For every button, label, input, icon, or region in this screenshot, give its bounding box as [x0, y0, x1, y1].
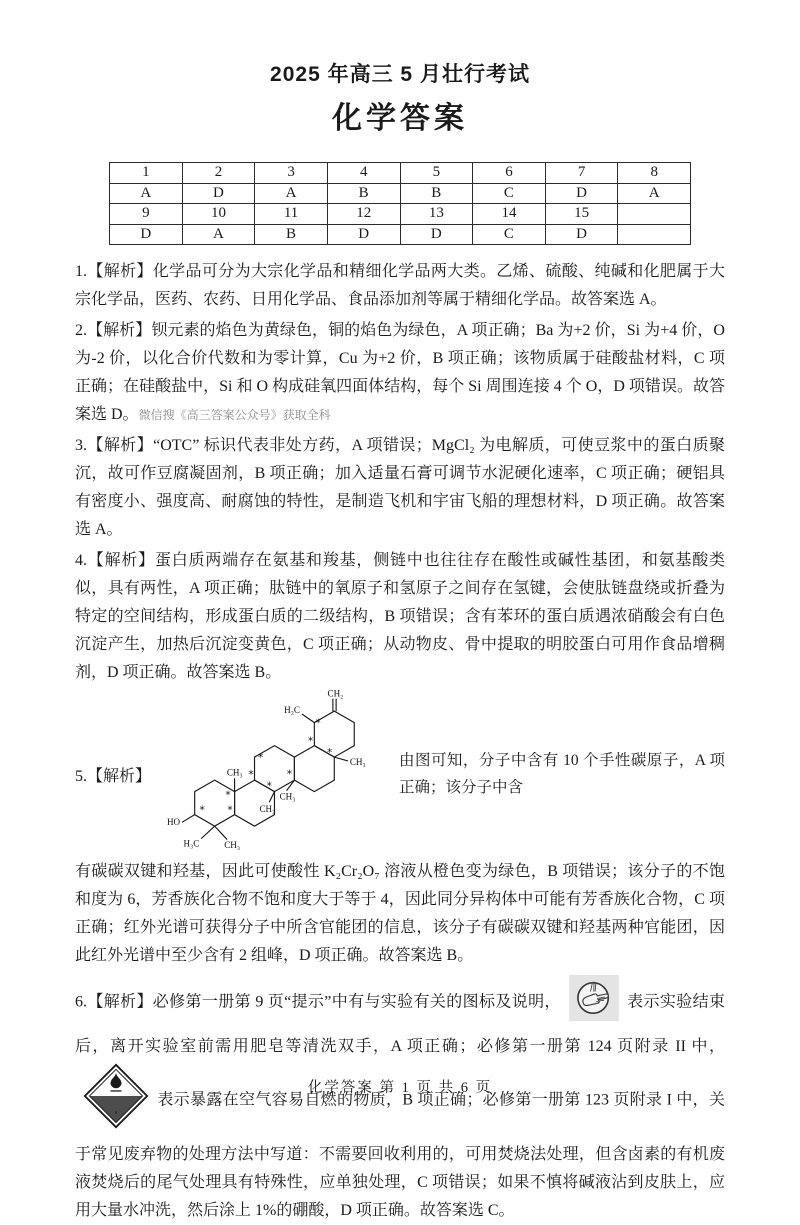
answer-cell: A: [110, 183, 183, 204]
answer-cell: C: [473, 183, 546, 204]
answer-cell: 6: [473, 163, 546, 184]
chiral-asterisk: *: [199, 804, 205, 817]
atom-label-ch2: CH₂: [327, 690, 344, 699]
spontaneously-combustible-hazard-icon: [83, 1063, 149, 1139]
answer-cell: [618, 204, 691, 225]
answer-cell: 7: [545, 163, 618, 184]
subject-title: 化学答案: [332, 102, 468, 135]
table-row: [110, 183, 691, 204]
page-footer: 化学答案 第 1 页 共 6 页: [307, 1080, 493, 1096]
solution-q3: 3.【解析】“OTC” 标识代表非处方药，A 项错误；MgCl₂ 为电解质，可使豆浆中的蛋白质聚沉，故可作豆腐凝固剂，B 项正确；加入适量石膏可调节水泥硬化速率，C 项正确；硬铝具有密度小、强度高、耐腐蚀的特性，是制造飞机和宇宙飞船的理想材料，D 项正确。故答案选 A。: [75, 437, 725, 538]
table-row: [110, 163, 691, 184]
answer-cell: 2: [182, 163, 255, 184]
answer-cell: D: [110, 224, 183, 245]
answer-cell: D: [182, 183, 255, 204]
chiral-asterisk: *: [327, 747, 333, 760]
chiral-asterisk: *: [227, 804, 233, 817]
answer-cell: B: [327, 183, 400, 204]
answer-cell: 14: [473, 204, 546, 225]
answer-cell: 9: [110, 204, 183, 225]
atom-label-ch3-gem: CH₃: [224, 840, 241, 851]
solution-q5-figure-row: [75, 690, 725, 858]
answer-cell: 12: [327, 204, 400, 225]
atom-label-ch3-de: CH₃: [349, 756, 366, 767]
solution-q2: [75, 317, 725, 429]
chiral-asterisk: *: [225, 789, 231, 802]
atom-label-ch3-ab: CH₃: [226, 767, 243, 778]
atom-label-h3c-gem: H₃C: [183, 838, 200, 849]
chiral-asterisk: *: [307, 735, 314, 748]
answer-cell: 4: [327, 163, 400, 184]
answer-cell: 15: [545, 204, 618, 225]
chiral-asterisk: *: [315, 717, 321, 730]
answer-cell: B: [400, 183, 473, 204]
atom-label-ch3-mid-upper: CH₃: [279, 791, 296, 802]
chiral-asterisk: *: [286, 768, 293, 781]
answer-cell: 8: [618, 163, 691, 184]
atom-label-h3c-top: H₃C: [284, 705, 300, 716]
triterpene-structure-diagram: [155, 690, 397, 853]
solution-q5-continued: 有碳碳双键和羟基，因此可使酸性 K₂Cr₂O₇ 溶液从橙色变为绿色，B 项错误；该分子的不饱和度为 6，芳香族化合物不饱和度大于等于 4，因此同分异构体中可能有芳香族化合物，C 项正确；红外光谱可获得分子中所含官能团的信息，该分子有碳碳双键和羟基两种官能团，因此红外光谱中至少含有 2 组峰，D 项正确。故答案选 B。: [75, 863, 725, 964]
solution-q6: [75, 973, 725, 1225]
solution-q4: 4.【解析】蛋白质两端存在氨基和羧基，侧链中也往往存在酸性或碱性基团，和氨基酸类似，具有两性，A 项正确；肽链中的氧原子和氢原子之间存在氢键，会使肽链盘绕或折叠为特定的空间结构，形成蛋白质的二级结构，B 项错误；含有苯环的蛋白质遇浓硝酸会有白色沉淀产生，加热后沉淀变黄色，C 项正确；从动物皮、骨中提取的明胶蛋白可用作食品增稠剂，D 项正确。故答案选 B。: [75, 552, 725, 681]
answer-cell: D: [545, 183, 618, 204]
solution-q5-label: 5.【解析】: [75, 767, 152, 785]
exam-title: 2025 年高三 5 月壮行考试: [270, 63, 530, 86]
answer-cell: 11: [255, 204, 328, 225]
answer-cell: 10: [182, 204, 255, 225]
chiral-asterisk: *: [266, 780, 272, 793]
wash-hands-icon: [569, 975, 619, 1031]
molecule-structure: [155, 690, 397, 858]
solution-q2-text: 2.【解析】钡元素的焰色为黄绿色，铜的焰色为绿色，A 项正确；Ba 为+2 价，Si 为+4 价，O 为-2 价，以化合价代数和为零计算，Cu 为+2 价，B 项正确；该物质属于硅酸盐材料，C 项正确；在硅酸盐中，Si 和 O 构成硅氧四面体结构，每个 Si 周围连接 4 个 O，D 项错误。故答案选 D。: [75, 322, 725, 423]
chiral-asterisk: *: [248, 769, 254, 782]
table-row: [110, 204, 691, 225]
answer-cell: 5: [400, 163, 473, 184]
watermark-text: 微信搜《高三答案公众号》获取全科: [138, 408, 331, 422]
atom-label-ch3-mid-lower: CH₃: [259, 803, 276, 814]
solution-q6-part2: 表示实验结束后，离开实验室前需用肥皂等清洗双手，A 项正确；必修第一册第 124 页附录 II 中，: [75, 993, 725, 1055]
answer-cell: D: [545, 224, 618, 245]
answer-cell: A: [182, 224, 255, 245]
table-row: [110, 224, 691, 245]
answer-cell: A: [618, 183, 691, 204]
solution-q6-part3: 表示暴露在空气容易自燃的物质，B 项正确；必修第一册第 123 页附录 I 中，关于常见废弃物的处理方法中写道：不需要回收利用的，可用焚烧法处理，但含卤素的有机废液焚烧后的尾气处理具有特殊性，应单独处理，C 项错误；如果不慎将碱液沾到皮肤上，应用大量水冲洗，然后涂上 1%的硼酸，D 项正确。故答案选 C。: [75, 1091, 725, 1219]
answer-cell: B: [255, 224, 328, 245]
atom-label-ho: HO: [166, 817, 181, 828]
solution-q1: 1.【解析】化学品可分为大宗化学品和精细化学品两大类。乙烯、硫酸、纯碱和化肥属于大宗化学品，医药、农药、日用化学品、食品添加剂等属于精细化学品。故答案选 A。: [75, 263, 725, 308]
chiral-asterisk: *: [258, 751, 264, 764]
solution-q6-part1: 6.【解析】必修第一册第 9 页“提示”中有与实验有关的图标及说明，: [75, 993, 561, 1011]
answer-cell: 1: [110, 163, 183, 184]
answer-cell: C: [473, 224, 546, 245]
answer-cell: D: [400, 224, 473, 245]
answer-cell: D: [327, 224, 400, 245]
answer-cell: 13: [400, 204, 473, 225]
answer-cell: 3: [255, 163, 328, 184]
solution-q5-side-text: 由图可知，分子中含有 10 个手性碳原子，A 项正确；该分子中含: [399, 752, 725, 796]
answer-cell: [618, 224, 691, 245]
answer-cell: A: [255, 183, 328, 204]
answer-table: [109, 162, 691, 245]
